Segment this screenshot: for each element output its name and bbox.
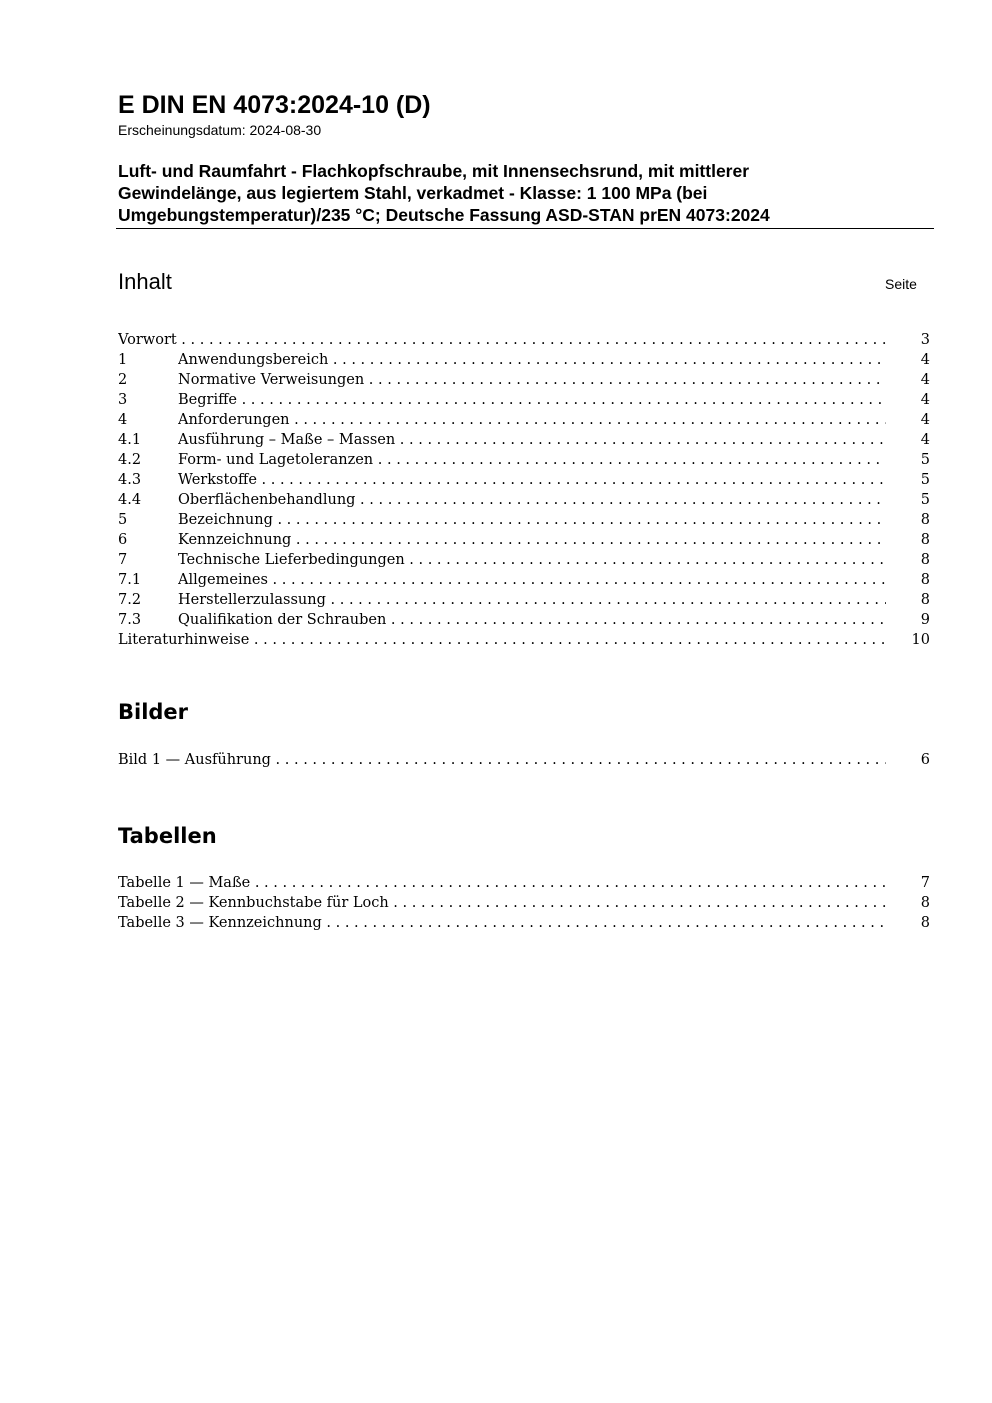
figure-entry-page: 6 — [920, 752, 930, 768]
toc-entry-label: Bezeichnung . . . — [178, 510, 886, 530]
toc-entry-label: Herstellerzulassung . . . — [178, 590, 886, 610]
toc-entry-label: Vorwort . . . — [118, 330, 886, 350]
toc-entry[interactable] — [118, 450, 930, 470]
toc-entry-page: 8 — [920, 512, 930, 528]
document-id: E DIN EN 4073:2024-10 (D) — [118, 91, 431, 119]
figure-entry-label: Bild 1 — Ausführung . . . — [118, 750, 886, 770]
toc-entry[interactable] — [118, 410, 930, 430]
toc-entry-label: Normative Verweisungen . . . — [178, 370, 886, 390]
toc-entry[interactable] — [118, 590, 930, 610]
contents-list — [118, 330, 930, 650]
document-title — [118, 160, 918, 226]
table-entry[interactable] — [118, 893, 930, 913]
document-title-line: Umgebungstemperatur)/235 °C; Deutsche Fassung ASD-STAN prEN 4073:2024 — [118, 205, 770, 225]
toc-entry-page: 5 — [920, 492, 930, 508]
toc-entry-page: 5 — [920, 452, 930, 468]
tables-heading: Tabellen — [118, 824, 217, 848]
table-entry[interactable] — [118, 913, 930, 933]
toc-entry-number: 4.4 — [118, 492, 142, 508]
toc-entry[interactable] — [118, 510, 930, 530]
toc-entry[interactable] — [118, 610, 930, 630]
toc-entry-label: Qualifikation der Schrauben . . . — [178, 610, 886, 630]
toc-entry-number: 7.2 — [118, 592, 142, 608]
toc-entry-label: Werkstoffe . . . — [178, 470, 886, 490]
toc-entry-number: 1 — [118, 352, 128, 368]
table-entry-label: Tabelle 1 — Maße . . . — [118, 873, 886, 893]
toc-entry-label: Technische Lieferbedingungen . . . — [178, 550, 886, 570]
toc-entry-number: 7 — [118, 552, 128, 568]
toc-entry[interactable] — [118, 570, 930, 590]
toc-entry-page: 4 — [920, 372, 930, 388]
toc-entry-page: 4 — [920, 392, 930, 408]
table-entry-page: 8 — [920, 915, 930, 931]
table-entry-label: Tabelle 3 — Kennzeichnung . . . — [118, 913, 886, 933]
toc-entry-page: 8 — [920, 552, 930, 568]
toc-entry-page: 3 — [920, 332, 930, 348]
document-title-line: Luft- und Raumfahrt - Flachkopfschraube, mit Innensechsrund, mit mittlerer — [118, 161, 750, 181]
toc-entry-number: 7.1 — [118, 572, 142, 588]
toc-entry-page: 8 — [920, 572, 930, 588]
document-title-line: Gewindelänge, aus legiertem Stahl, verkadmet - Klasse: 1 100 MPa (bei — [118, 183, 708, 203]
toc-entry-page: 4 — [920, 412, 930, 428]
table-entry-page: 8 — [920, 895, 930, 911]
toc-entry-page: 5 — [920, 472, 930, 488]
toc-entry[interactable] — [118, 630, 930, 650]
toc-entry[interactable] — [118, 350, 930, 370]
toc-entry-label: Kennzeichnung . . . — [178, 530, 886, 550]
toc-entry[interactable] — [118, 390, 930, 410]
toc-entry[interactable] — [118, 370, 930, 390]
tables-list — [118, 873, 930, 933]
toc-entry-label: Oberflächenbehandlung . . . — [178, 490, 886, 510]
title-divider — [116, 228, 934, 229]
toc-entry-page: 9 — [920, 612, 930, 628]
toc-entry-page: 8 — [920, 592, 930, 608]
toc-entry-number: 4.1 — [118, 432, 142, 448]
toc-entry[interactable] — [118, 490, 930, 510]
toc-entry[interactable] — [118, 550, 930, 570]
toc-entry[interactable] — [118, 530, 930, 550]
toc-entry[interactable] — [118, 330, 930, 350]
toc-entry-number: 6 — [118, 532, 128, 548]
table-entry-page: 7 — [920, 875, 930, 891]
toc-entry-label: Anforderungen . . . — [178, 410, 886, 430]
toc-entry[interactable] — [118, 430, 930, 450]
toc-entry-number: 4.2 — [118, 452, 142, 468]
toc-entry-page: 8 — [920, 532, 930, 548]
toc-entry-number: 5 — [118, 512, 128, 528]
figure-entry[interactable] — [118, 750, 930, 770]
figures-heading: Bilder — [118, 700, 189, 724]
figures-list — [118, 750, 930, 770]
publication-date: Erscheinungsdatum: 2024-08-30 — [118, 122, 322, 138]
toc-entry[interactable] — [118, 470, 930, 490]
table-entry-label: Tabelle 2 — Kennbuchstabe für Loch . . . — [118, 893, 886, 913]
table-entry[interactable] — [118, 873, 930, 893]
toc-entry-page: 4 — [920, 432, 930, 448]
toc-entry-number: 4.3 — [118, 472, 142, 488]
toc-entry-label: Allgemeines . . . — [178, 570, 886, 590]
toc-entry-label: Literaturhinweise . . . — [118, 630, 886, 650]
toc-entry-number: 7.3 — [118, 612, 142, 628]
toc-entry-number: 3 — [118, 392, 128, 408]
toc-entry-label: Begriffe . . . — [178, 390, 886, 410]
contents-heading: Inhalt — [118, 269, 172, 294]
toc-entry-label: Form- und Lagetoleranzen . . . — [178, 450, 886, 470]
toc-entry-page: 10 — [911, 632, 930, 648]
page-column-label: Seite — [885, 276, 917, 292]
toc-entry-label: Anwendungsbereich . . . — [178, 350, 886, 370]
toc-entry-number: 2 — [118, 372, 128, 388]
toc-entry-label: Ausführung – Maße – Massen . . . — [178, 430, 886, 450]
toc-entry-number: 4 — [118, 412, 128, 428]
toc-entry-page: 4 — [920, 352, 930, 368]
